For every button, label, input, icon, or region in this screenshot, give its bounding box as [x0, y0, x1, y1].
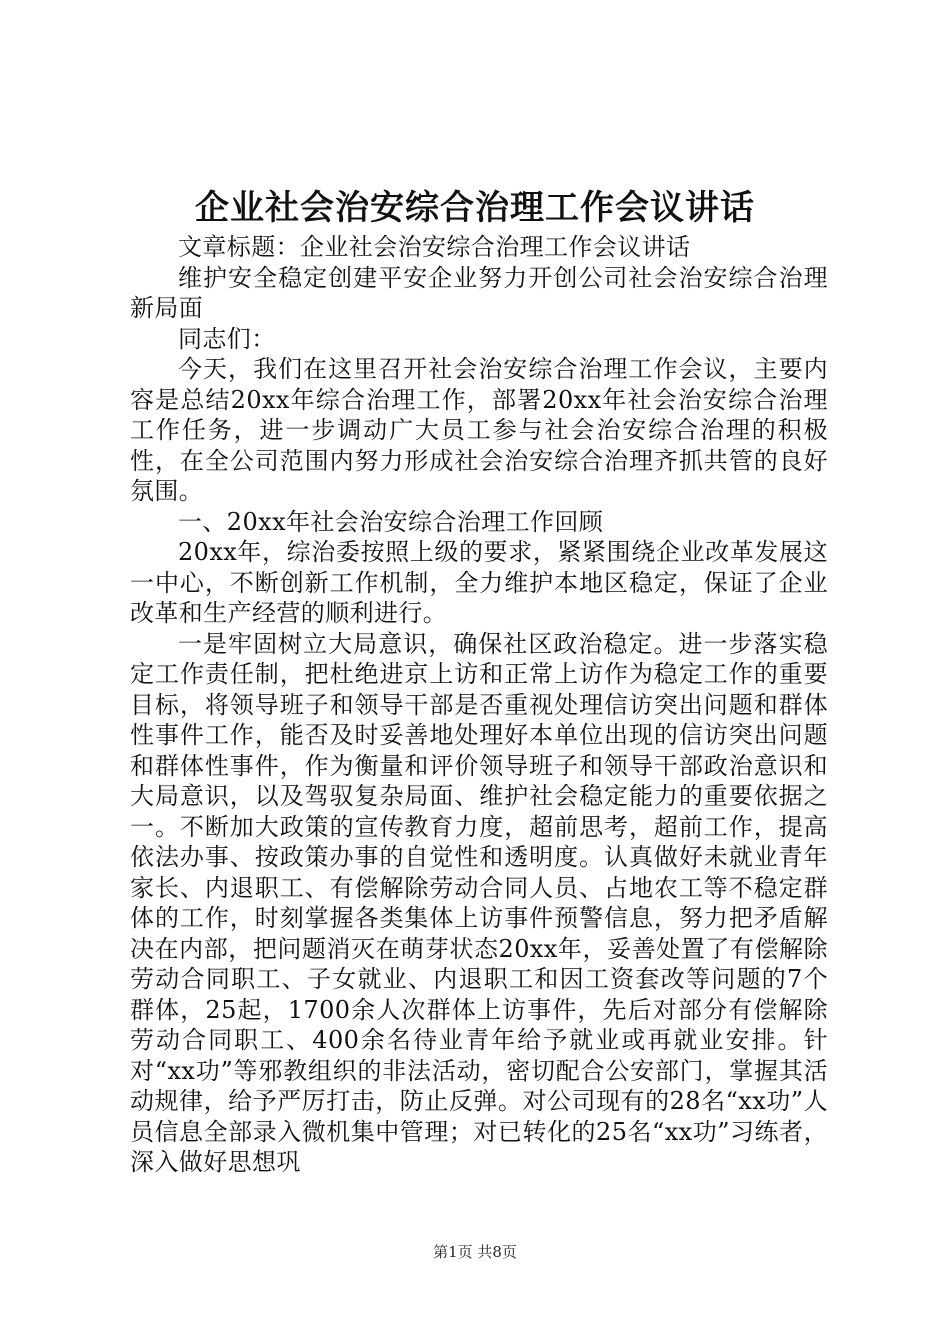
page-number: 第1页 共8页: [433, 1243, 517, 1261]
salutation: 同志们：: [178, 324, 276, 353]
subtitle-paragraph: 维护安全稳定创建平安企业努力开创公司社会治安综合治理新局面: [130, 263, 828, 322]
article-title-line: 文章标题：企业社会治安综合治理工作会议讲话: [178, 233, 691, 261]
document-body: [130, 232, 828, 1178]
document-title: 企业社会治安综合治理工作会议讲话: [195, 188, 755, 228]
intro-paragraph: 今天，我们在这里召开社会治安综合治理工作会议，主要内容是总结20xx年综合治理工作，部署20xx年社会治安综合治理工作任务，进一步调动广大员工参与社会治安综合治理的积极性，在全公司范围内努力形成社会治安综合治理齐抓共管的良好氛围。: [130, 355, 828, 505]
section-heading: 一、20xx年社会治安综合治理工作回顾: [178, 507, 604, 536]
summary-paragraph: 20xx年，综治委按照上级的要求，紧紧围绕企业改革发展这一中心，不断创新工作机制，全力维护本地区稳定，保证了企业改革和生产经营的顺利进行。: [130, 538, 828, 627]
detail-paragraph: 一是牢固树立大局意识，确保社区政治稳定。进一步落实稳定工作责任制，把杜绝进京上访和正常上访作为稳定工作的重要目标，将领导班子和领导干部是否重视处理信访突出问题和群体性事件工作，能否及时妥善地处理好本单位出现的信访突出问题和群体性事件，作为衡量和评价领导班子和领导干部政治意识和大局意识，以及驾驭复杂局面、维护社会稳定能力的重要依据之一。不断加大政策的宣传教育力度，超前思考，超前工作，提高依法办事、按政策办事的自觉性和透明度。认真做好未就业青年家长、内退职工、有偿解除劳动合同人员、占地农工等不稳定群体的工作，时刻掌握各类集体上访事件预警信息，努力把矛盾解决在内部，把问题消灭在萌芽状态20xx年，妥善处置了有偿解除劳动合同职工、子女就业、内退职工和因工资套改等问题的7个群体，25起，1700余人次群体上访事件，先后对部分有偿解除劳动合同职工、400余名待业青年给予就业或再就业安排。针对“xx功”等邪教组织的非法活动，密切配合公安部门，掌握其活动规律，给予严厉打击，防止反弹。对公司现有的28名“xx功”人员信息全部录入微机集中管理；对已转化的25名“xx功”习练者，深入做好思想巩: [130, 629, 828, 1176]
